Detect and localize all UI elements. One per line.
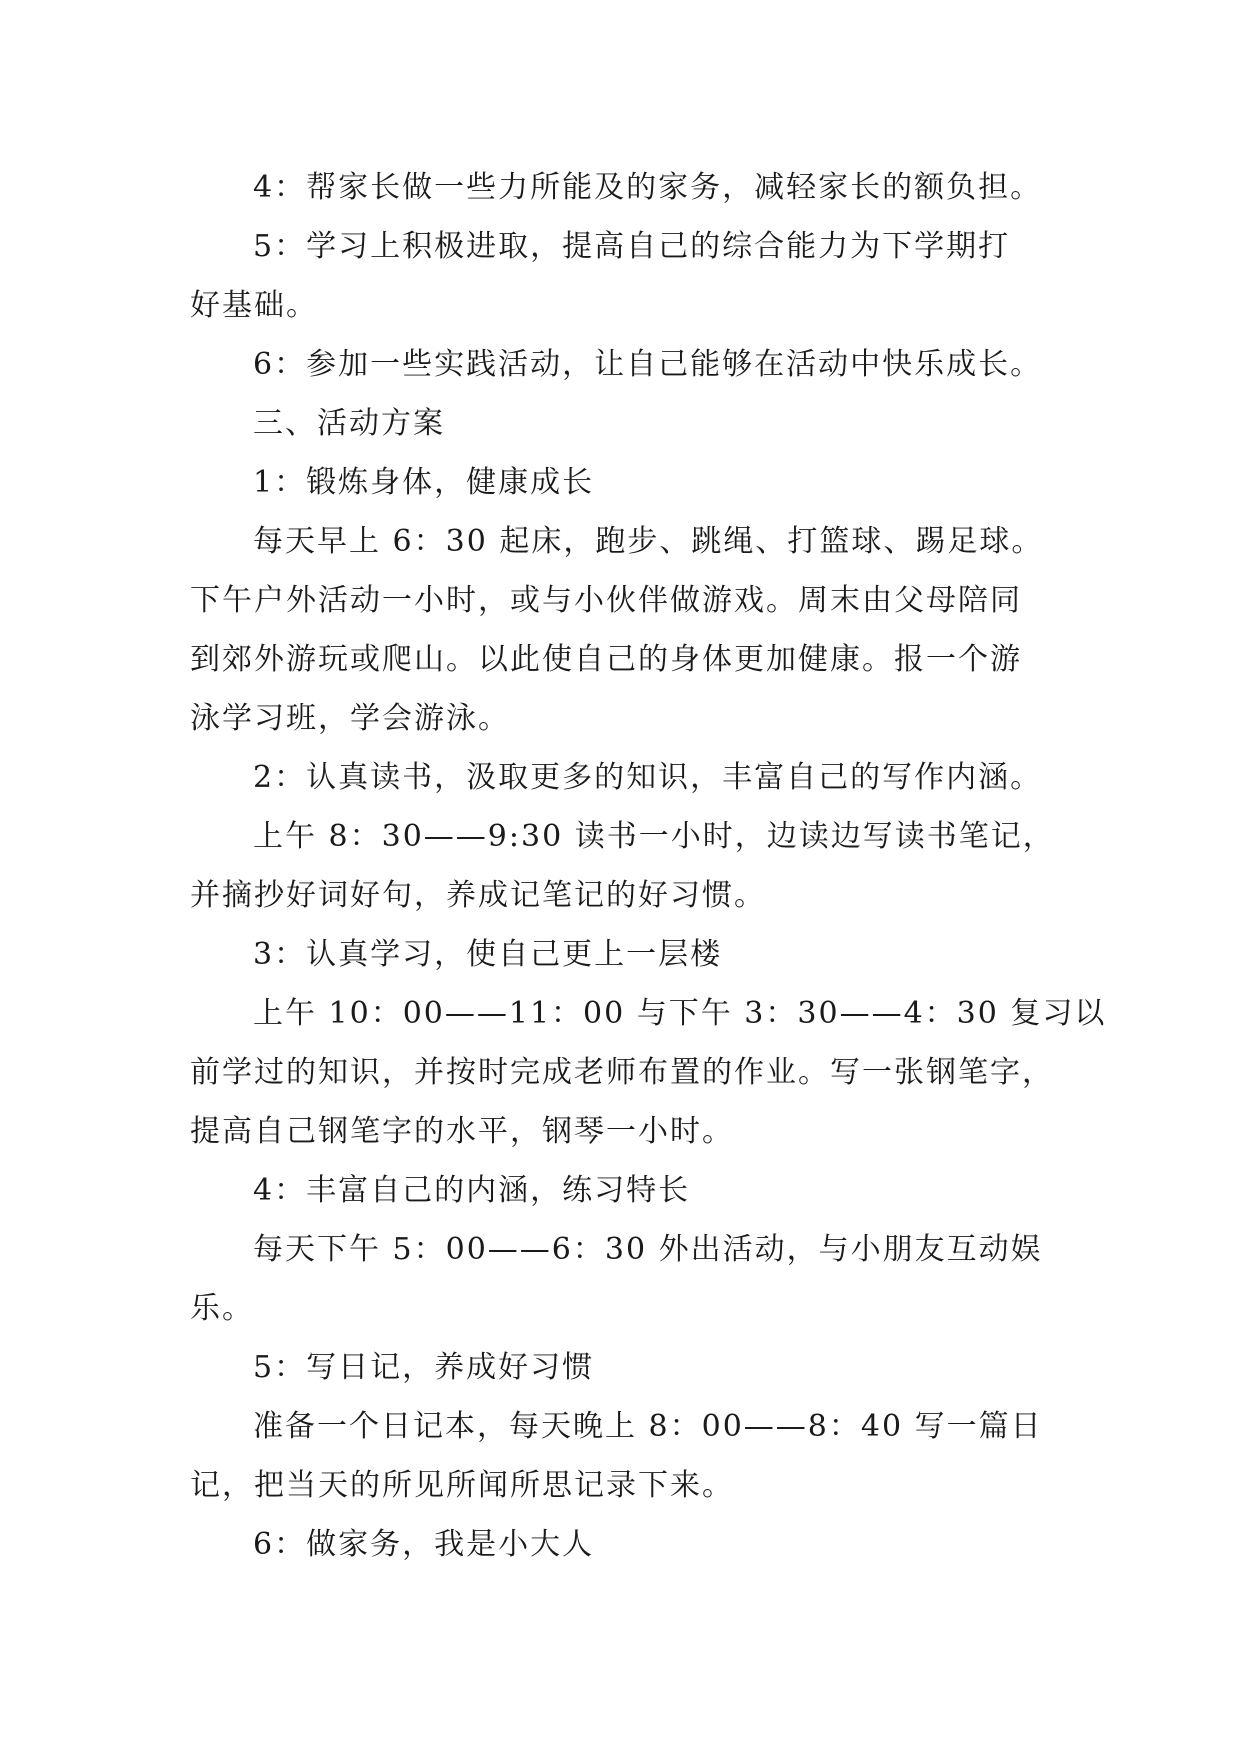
paragraph-line: 好基础。 (190, 288, 318, 323)
paragraph-line: 记，把当天的所见所闻所思记录下来。 (190, 1468, 734, 1503)
paragraph-line: 准备一个日记本，每天晚上 8：00——8：40 写一篇日 (253, 1409, 1043, 1444)
item-heading: 3：认真学习，使自己更上一层楼 (253, 937, 723, 972)
paragraph-line: 上午 10：00——11：00 与下午 3：30——4：30 复习以 (253, 996, 1107, 1031)
item-heading: 5：写日记，养成好习惯 (253, 1350, 595, 1385)
paragraph-line: 每天下午 5：00——6：30 外出活动，与小朋友互动娱 (253, 1232, 1043, 1267)
paragraph-line: 下午户外活动一小时，或与小伙伴做游戏。周末由父母陪同 (190, 583, 1022, 618)
item-heading: 1：锻炼身体，健康成长 (253, 465, 595, 500)
section-heading: 三、活动方案 (253, 406, 445, 441)
document-body (190, 158, 1107, 1574)
paragraph-line: 并摘抄好词好句，养成记笔记的好习惯。 (190, 878, 766, 913)
paragraph-line: 前学过的知识，并按时完成老师布置的作业。写一张钢笔字， (190, 1055, 1054, 1090)
paragraph-line: 到郊外游玩或爬山。以此使自己的身体更加健康。报一个游 (190, 642, 1022, 677)
paragraph-line: 6：参加一些实践活动，让自己能够在活动中快乐成长。 (253, 347, 1043, 382)
paragraph-line: 5：学习上积极进取，提高自己的综合能力为下学期打 (253, 229, 1011, 264)
paragraph-line: 乐。 (190, 1291, 254, 1326)
item-heading: 2：认真读书，汲取更多的知识，丰富自己的写作内涵。 (253, 760, 1043, 795)
paragraph-line: 4：帮家长做一些力所能及的家务，减轻家长的额负担。 (253, 170, 1043, 205)
item-heading: 6：做家务，我是小大人 (253, 1527, 595, 1562)
item-heading: 4：丰富自己的内涵，练习特长 (253, 1173, 691, 1208)
paragraph-line: 泳学习班，学会游泳。 (190, 701, 510, 736)
paragraph-line: 每天早上 6：30 起床，跑步、跳绳、打篮球、踢足球。 (253, 524, 1044, 559)
paragraph-line: 提高自己钢笔字的水平，钢琴一小时。 (190, 1114, 734, 1149)
paragraph-line: 上午 8：30——9:30 读书一小时，边读边写读书笔记， (253, 819, 1055, 854)
